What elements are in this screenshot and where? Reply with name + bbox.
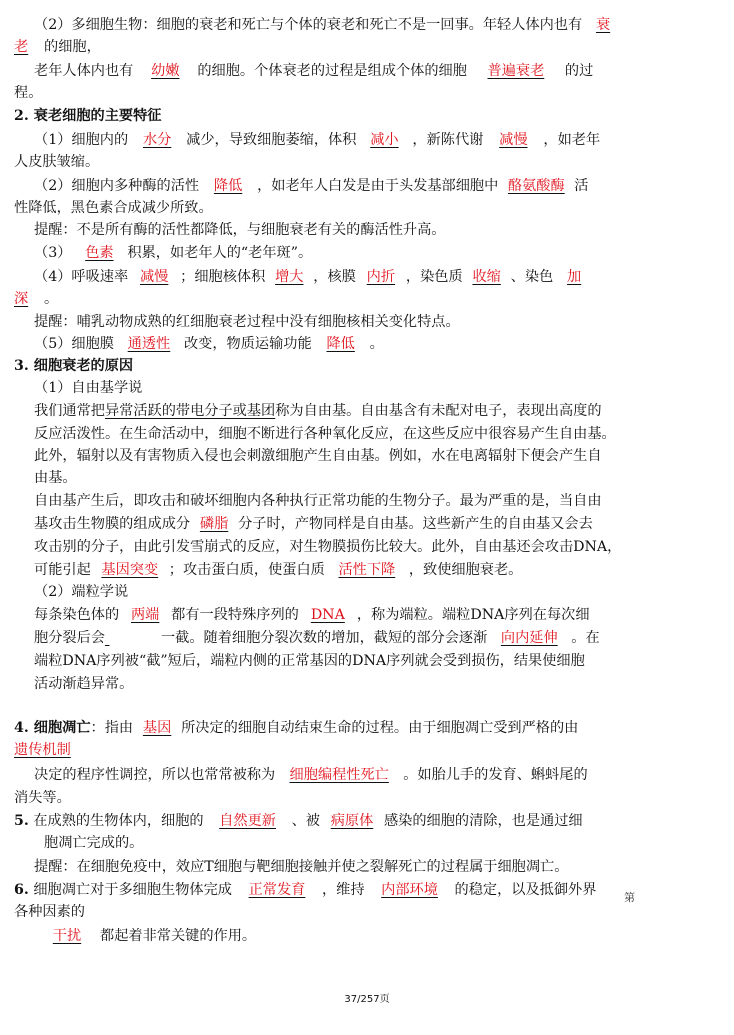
- text-line: [14, 152, 99, 172]
- answer-blank: 细胞编程性死亡: [289, 767, 389, 783]
- text-line: [14, 740, 86, 760]
- text-run: 积累，如老年人的“老年斑”。: [127, 245, 313, 261]
- text-run: ，如老年人白发是由于头发基部细胞中: [257, 178, 499, 194]
- answer-blank: 酪氨酸酶: [507, 178, 565, 194]
- text-line: [34, 378, 142, 398]
- text-line: [34, 15, 610, 35]
- section-heading: [14, 356, 133, 376]
- text-run: ；攻击蛋白质，使蛋白质: [168, 562, 325, 578]
- item-number: 6.: [14, 882, 29, 898]
- text-line: [34, 674, 133, 694]
- text-line: [34, 605, 590, 625]
- answer-blank: 增大: [275, 269, 304, 285]
- text-run: ，如老年: [543, 132, 601, 148]
- text-run: 攻击别的分子，由此引发雪崩式的反应，对生物膜损伤比较大。此外，自由基还会攻击DNA，: [34, 539, 622, 555]
- text-run: 老年人体内也有: [34, 63, 134, 79]
- answer-blank: 幼嫩: [151, 63, 180, 79]
- text-run: ：指由: [90, 720, 134, 736]
- text-run: 活动渐趋异常。: [34, 676, 134, 692]
- text-run: 感染的细胞的清除，也是通过细: [383, 813, 583, 829]
- text-run: （1）细胞内的: [34, 132, 129, 148]
- answer-blank: 减小: [370, 132, 399, 148]
- answer-blank: 降低: [326, 336, 355, 352]
- text-run: （4）呼吸速率: [34, 269, 129, 285]
- text-line: [34, 334, 384, 354]
- text-run: 消失等。: [14, 790, 71, 806]
- text-run: （2）端粒学说: [34, 584, 129, 600]
- text-run: 。在: [571, 630, 600, 646]
- answer-blank: 衰: [595, 17, 611, 33]
- text-run: 程。: [14, 85, 43, 101]
- answer-blank: 深: [14, 291, 29, 307]
- answer-blank: 正常发育: [248, 882, 306, 898]
- page-number: 37/257页: [344, 994, 390, 1005]
- text-run: 在成熟的生物体内，细胞的: [33, 813, 204, 829]
- text-run: 我们通常把: [34, 403, 105, 419]
- corner-mark: 第: [624, 891, 635, 904]
- text-run: 此外，辐射以及有害物质入侵也会刺激细胞产生自由基。例如，水在电离辐射下便会产生自: [34, 448, 602, 464]
- text-run: 提醒：在细胞免疫中，效应T细胞与靶细胞接触并使之裂解死亡的过程属于细胞凋亡。: [34, 859, 569, 875]
- text-line: [34, 130, 600, 150]
- text-line: [34, 176, 589, 196]
- text-run: 提醒：哺乳动物成熟的红细胞衰老过程中没有细胞核相关变化特点。: [34, 314, 460, 330]
- heading-text: 2. 衰老细胞的主要特征: [14, 108, 162, 124]
- text-line: [14, 788, 71, 808]
- text-run: 都起着非常关键的作用。: [100, 928, 257, 944]
- heading-text: 3. 细胞衰老的原因: [14, 358, 134, 374]
- text-run: ，新陈代谢: [412, 132, 484, 148]
- text-line: [34, 926, 256, 946]
- text-line: [34, 243, 312, 263]
- section-heading: [14, 106, 161, 126]
- text-line: [34, 628, 600, 648]
- answer-blank: 干扰: [52, 928, 82, 944]
- text-line: [34, 765, 588, 785]
- answer-blank: 内折: [366, 269, 396, 285]
- text-run: 所决定的细胞自动结束生命的过程。由于细胞凋亡受到严格的由: [181, 720, 579, 736]
- answer-blank: 普遍衰老: [487, 63, 545, 79]
- text-line: [34, 401, 602, 421]
- text-line: [14, 37, 101, 57]
- text-line: [14, 880, 596, 900]
- text-run: 端粒DNA序列被“截”短后，端粒内侧的正常基因的DNA序列就会受到损伤，结果使细胞: [34, 653, 585, 669]
- text-run: 改变，物质运输功能: [183, 336, 312, 352]
- answer-blank: 减慢: [139, 269, 169, 285]
- note-line: [34, 857, 568, 877]
- text-run: 的过: [564, 63, 594, 79]
- answer-blank: 色素: [85, 245, 114, 261]
- text-run: 提醒：不是所有酶的活性都降低，与细胞衰老有关的酶活性升高。: [34, 222, 446, 238]
- answer-blank: 磷脂: [199, 516, 229, 532]
- text-line: [14, 718, 578, 738]
- text-run: 的稳定，以及抵御外界: [454, 882, 597, 898]
- text-run: ；细胞核体积: [180, 269, 266, 285]
- text-run: 的细胞，: [44, 39, 101, 55]
- text-run: （2）细胞内多种酶的活性: [34, 178, 200, 194]
- text-run: （1）自由基学说: [34, 380, 143, 396]
- text-run: 的细胞。个体衰老的过程是组成个体的细胞: [197, 63, 467, 79]
- text-line: [34, 468, 77, 488]
- text-run: 胞分裂后会: [34, 630, 105, 646]
- text-run: ，维持: [321, 882, 365, 898]
- note-line: [34, 312, 460, 332]
- answer-blank: 减慢: [499, 132, 528, 148]
- answer-blank: 水分: [142, 132, 172, 148]
- answer-blank: 活性下降: [338, 562, 396, 578]
- answer-blank: 遗传机制: [14, 742, 71, 758]
- text-run: 减少，导致细胞萎缩，体积: [186, 132, 357, 148]
- note-line: [34, 220, 445, 240]
- text-line: [34, 651, 585, 671]
- answer-blank: 通透性: [127, 336, 171, 352]
- answer-blank: 病原体: [330, 813, 374, 829]
- answer-blank: 降低: [213, 178, 243, 194]
- answer-blank: 基因突变: [101, 562, 159, 578]
- text-run: 各种因素的: [14, 904, 85, 920]
- text-run: 胞凋亡完成的。: [44, 835, 144, 851]
- text-run: 自由基产生后，即攻击和破坏细胞内各种执行正常功能的生物分子。最为严重的是，当自由: [34, 493, 602, 509]
- text-run: 细胞凋亡对于多细胞生物体完成: [33, 882, 232, 898]
- text-run: 可能引起: [34, 562, 91, 578]
- answer-blank: 收缩: [472, 269, 501, 285]
- text-run: 由基。: [34, 470, 77, 486]
- text-run: 反应活泼性。在生命活动中，细胞不断进行各种氧化反应，在这些反应中很容易产生自由基。: [34, 426, 616, 442]
- text-line: [14, 289, 58, 309]
- text-run: 。如胎儿手的发育、蝌蚪尾的: [403, 767, 588, 783]
- text-run: 分子时，产物同样是自由基。这些新产生的自由基又会去: [238, 516, 593, 532]
- text-line: [14, 198, 213, 218]
- text-run: 每条染色体的: [34, 607, 120, 623]
- text-run: 活: [574, 178, 589, 194]
- term-heading: 4. 细胞凋亡: [14, 720, 91, 736]
- underlined-term: 异常活跃的带电分子或基团: [104, 403, 276, 419]
- text-line: [34, 446, 602, 466]
- text-run: 基攻击生物膜的组成成分: [34, 516, 191, 532]
- text-line: [14, 83, 42, 103]
- text-line: [34, 267, 581, 287]
- text-run: 都有一段特殊序列的: [171, 607, 299, 623]
- text-run: 、被: [291, 813, 320, 829]
- text-line: [14, 902, 85, 922]
- text-line: [34, 61, 593, 81]
- text-run: （3）: [34, 245, 72, 261]
- text-run: ，致使细胞衰老。: [408, 562, 523, 578]
- answer-blank: 老: [14, 39, 29, 55]
- text-run: 性降低，黑色素合成减少所致。: [14, 200, 213, 216]
- text-run: 决定的程序性调控，所以也常常被称为: [34, 767, 276, 783]
- text-line: [34, 424, 616, 444]
- text-run: 人皮肤皱缩。: [14, 154, 100, 170]
- text-run: ，核膜: [313, 269, 356, 285]
- answer-blank: 加: [567, 269, 582, 285]
- item-number: 5.: [14, 813, 29, 829]
- text-line: [34, 491, 602, 511]
- text-line: [34, 537, 621, 557]
- text-run: 、染色: [510, 269, 554, 285]
- answer-blank: DNA: [310, 607, 345, 623]
- text-run: 称为自由基。自由基含有未配对电子，表现出高度的: [275, 403, 602, 419]
- text-run: 。: [369, 336, 384, 352]
- text-run: （5）细胞膜: [34, 336, 114, 352]
- text-line: [44, 833, 143, 853]
- text-line: [34, 582, 128, 602]
- text-run: （2）多细胞生物：细胞的衰老和死亡与个体的衰老和死亡不是一回事。年轻人体内也有: [34, 17, 583, 33]
- text-line: [34, 514, 593, 534]
- answer-blank: 内部环境: [381, 882, 438, 898]
- answer-blank: 向内延伸: [500, 630, 558, 646]
- answer-blank: 自然更新: [219, 813, 276, 829]
- text-line: [14, 811, 583, 831]
- text-run: ，称为端粒。端粒DNA序列在每次细: [356, 607, 590, 623]
- text-line: [34, 560, 522, 580]
- text-run: 一截。随着细胞分裂次数的增加，截短的部分会逐渐: [160, 630, 488, 646]
- text-run: ，染色质: [405, 269, 463, 285]
- answer-blank: 两端: [130, 607, 160, 623]
- answer-blank: 基因: [142, 720, 172, 736]
- text-run: 。: [44, 291, 59, 307]
